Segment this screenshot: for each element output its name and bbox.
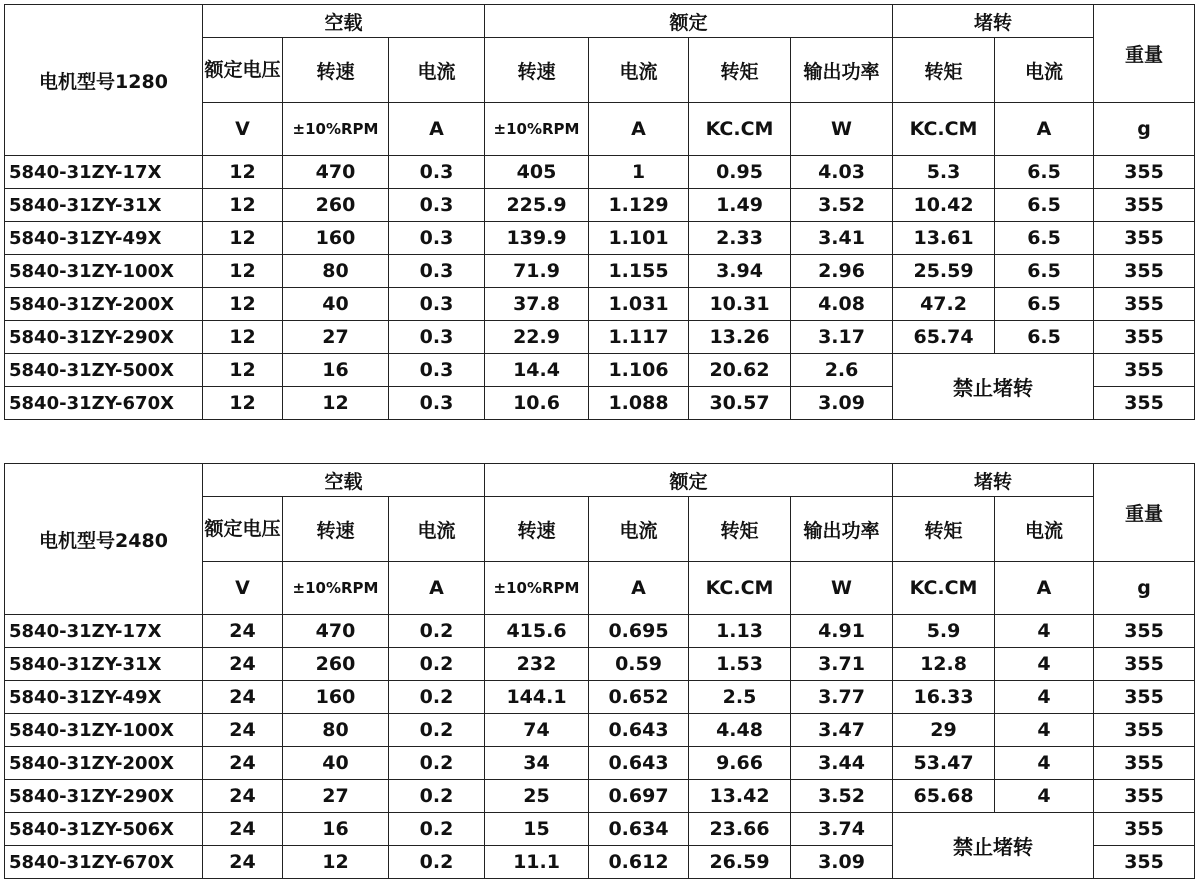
- unit-voltage: V: [203, 103, 283, 156]
- weight-cell: 355: [1094, 615, 1195, 648]
- voltage-cell: 24: [203, 846, 283, 879]
- weight-header: 重量: [1094, 5, 1195, 103]
- model-cell: 5840-31ZY-670X: [5, 846, 203, 879]
- rated-current-cell: 1.129: [589, 189, 689, 222]
- model-cell: 5840-31ZY-49X: [5, 222, 203, 255]
- table-row: [5, 714, 1195, 747]
- motor-spec-table-2480: [4, 463, 1195, 879]
- stall-torque-cell: 16.33: [893, 681, 995, 714]
- unit-current: A: [389, 103, 485, 156]
- stall-torque-header: 转矩: [893, 497, 995, 562]
- unit-rated-current: A: [589, 562, 689, 615]
- output-power-cell: 3.47: [791, 714, 893, 747]
- stall-torque-cell: 47.2: [893, 288, 995, 321]
- rated-torque-cell: 3.94: [689, 255, 791, 288]
- rated-torque-cell: 23.66: [689, 813, 791, 846]
- table-row: [5, 780, 1195, 813]
- stall-torque-cell: 12.8: [893, 648, 995, 681]
- rated-header: 额定: [485, 5, 893, 38]
- output-power-cell: 3.09: [791, 846, 893, 879]
- no-load-speed-cell: 12: [283, 387, 389, 420]
- unit-current: A: [389, 562, 485, 615]
- no-load-speed-cell: 40: [283, 288, 389, 321]
- output-power-cell: 4.08: [791, 288, 893, 321]
- rated-speed-cell: 25: [485, 780, 589, 813]
- rated-speed-cell: 14.4: [485, 354, 589, 387]
- voltage-cell: 24: [203, 714, 283, 747]
- no-load-current-header: 电流: [389, 38, 485, 103]
- rated-torque-cell: 26.59: [689, 846, 791, 879]
- voltage-cell: 12: [203, 255, 283, 288]
- no-load-current-cell: 0.2: [389, 615, 485, 648]
- no-load-speed-cell: 80: [283, 255, 389, 288]
- output-power-cell: 2.96: [791, 255, 893, 288]
- weight-cell: 355: [1094, 156, 1195, 189]
- rated-speed-header: 转速: [485, 38, 589, 103]
- rated-torque-cell: 1.13: [689, 615, 791, 648]
- stall-current-cell: 4: [995, 747, 1094, 780]
- model-cell: 5840-31ZY-506X: [5, 813, 203, 846]
- table-row: [5, 189, 1195, 222]
- no-load-speed-cell: 160: [283, 222, 389, 255]
- rated-speed-cell: 139.9: [485, 222, 589, 255]
- rated-current-header: 电流: [589, 497, 689, 562]
- rated-current-cell: 0.697: [589, 780, 689, 813]
- no-load-current-cell: 0.3: [389, 387, 485, 420]
- unit-power: W: [791, 103, 893, 156]
- model-cell: 5840-31ZY-49X: [5, 681, 203, 714]
- voltage-cell: 12: [203, 354, 283, 387]
- no-load-speed-cell: 470: [283, 156, 389, 189]
- output-power-cell: 3.74: [791, 813, 893, 846]
- rated-speed-cell: 37.8: [485, 288, 589, 321]
- voltage-cell: 24: [203, 615, 283, 648]
- unit-voltage: V: [203, 562, 283, 615]
- output-power-header: 输出功率: [791, 38, 893, 103]
- voltage-cell: 24: [203, 648, 283, 681]
- table-row: [5, 354, 1195, 387]
- output-power-cell: 3.52: [791, 189, 893, 222]
- model-cell: 5840-31ZY-100X: [5, 714, 203, 747]
- stall-current-cell: 6.5: [995, 156, 1094, 189]
- stall-current-cell: 4: [995, 648, 1094, 681]
- no-load-speed-cell: 27: [283, 780, 389, 813]
- table-row: [5, 321, 1195, 354]
- voltage-cell: 24: [203, 780, 283, 813]
- model-cell: 5840-31ZY-670X: [5, 387, 203, 420]
- stall-banned-cell: 禁止堵转: [893, 354, 1094, 420]
- stall-torque-cell: 13.61: [893, 222, 995, 255]
- model-cell: 5840-31ZY-500X: [5, 354, 203, 387]
- rated-current-cell: 1.101: [589, 222, 689, 255]
- stall-torque-cell: 5.3: [893, 156, 995, 189]
- rated-torque-header: 转矩: [689, 38, 791, 103]
- rated-torque-header: 转矩: [689, 497, 791, 562]
- rated-current-cell: 1: [589, 156, 689, 189]
- stall-torque-cell: 29: [893, 714, 995, 747]
- rated-speed-cell: 144.1: [485, 681, 589, 714]
- no-load-speed-cell: 16: [283, 813, 389, 846]
- unit-power: W: [791, 562, 893, 615]
- weight-cell: 355: [1094, 255, 1195, 288]
- stall-header: 堵转: [893, 464, 1094, 497]
- model-cell: 5840-31ZY-200X: [5, 288, 203, 321]
- weight-header: 重量: [1094, 464, 1195, 562]
- rated-torque-cell: 2.33: [689, 222, 791, 255]
- no-load-speed-cell: 40: [283, 747, 389, 780]
- no-load-current-cell: 0.3: [389, 321, 485, 354]
- weight-cell: 355: [1094, 714, 1195, 747]
- rated-current-cell: 0.634: [589, 813, 689, 846]
- no-load-speed-header: 转速: [283, 497, 389, 562]
- output-power-header: 输出功率: [791, 497, 893, 562]
- stall-current-header: 电流: [995, 38, 1094, 103]
- weight-cell: 355: [1094, 846, 1195, 879]
- stall-current-cell: 6.5: [995, 321, 1094, 354]
- rated-speed-cell: 71.9: [485, 255, 589, 288]
- unit-speed: ±10%RPM: [283, 562, 389, 615]
- model-cell: 5840-31ZY-290X: [5, 780, 203, 813]
- voltage-cell: 24: [203, 681, 283, 714]
- stall-current-cell: 4: [995, 615, 1094, 648]
- no-load-current-cell: 0.2: [389, 681, 485, 714]
- weight-cell: 355: [1094, 813, 1195, 846]
- output-power-cell: 3.41: [791, 222, 893, 255]
- no-load-speed-header: 转速: [283, 38, 389, 103]
- rated-speed-cell: 405: [485, 156, 589, 189]
- no-load-header: 空载: [203, 5, 485, 38]
- rated-speed-cell: 22.9: [485, 321, 589, 354]
- weight-cell: 355: [1094, 321, 1195, 354]
- unit-speed: ±10%RPM: [283, 103, 389, 156]
- stall-torque-header: 转矩: [893, 38, 995, 103]
- table-row: [5, 813, 1195, 846]
- voltage-cell: 24: [203, 747, 283, 780]
- unit-rated-current: A: [589, 103, 689, 156]
- table-row: [5, 222, 1195, 255]
- table-row: [5, 255, 1195, 288]
- no-load-current-cell: 0.2: [389, 813, 485, 846]
- output-power-cell: 3.09: [791, 387, 893, 420]
- voltage-cell: 12: [203, 189, 283, 222]
- voltage-cell: 12: [203, 156, 283, 189]
- weight-cell: 355: [1094, 288, 1195, 321]
- rated-current-cell: 0.59: [589, 648, 689, 681]
- no-load-current-header: 电流: [389, 497, 485, 562]
- output-power-cell: 3.17: [791, 321, 893, 354]
- no-load-speed-cell: 12: [283, 846, 389, 879]
- no-load-current-cell: 0.3: [389, 156, 485, 189]
- output-power-cell: 3.71: [791, 648, 893, 681]
- no-load-current-cell: 0.3: [389, 222, 485, 255]
- unit-torque: KC.CM: [689, 103, 791, 156]
- rated-torque-cell: 30.57: [689, 387, 791, 420]
- table-row: [5, 156, 1195, 189]
- stall-current-header: 电流: [995, 497, 1094, 562]
- rated-voltage-header: 额定电压: [203, 497, 283, 562]
- weight-cell: 355: [1094, 222, 1195, 255]
- rated-speed-cell: 15: [485, 813, 589, 846]
- rated-header: 额定: [485, 464, 893, 497]
- no-load-speed-cell: 80: [283, 714, 389, 747]
- stall-current-cell: 6.5: [995, 255, 1094, 288]
- table-row: [5, 747, 1195, 780]
- rated-speed-cell: 232: [485, 648, 589, 681]
- stall-current-cell: 6.5: [995, 189, 1094, 222]
- no-load-speed-cell: 16: [283, 354, 389, 387]
- model-cell: 5840-31ZY-290X: [5, 321, 203, 354]
- unit-rated-speed: ±10%RPM: [485, 562, 589, 615]
- rated-torque-cell: 0.95: [689, 156, 791, 189]
- model-header: 电机型号2480: [5, 464, 203, 615]
- rated-current-cell: 1.106: [589, 354, 689, 387]
- unit-torque: KC.CM: [689, 562, 791, 615]
- table-row: [5, 615, 1195, 648]
- rated-torque-cell: 1.49: [689, 189, 791, 222]
- output-power-cell: 4.03: [791, 156, 893, 189]
- weight-cell: 355: [1094, 681, 1195, 714]
- no-load-current-cell: 0.3: [389, 288, 485, 321]
- no-load-current-cell: 0.3: [389, 354, 485, 387]
- no-load-current-cell: 0.3: [389, 255, 485, 288]
- stall-torque-cell: 65.68: [893, 780, 995, 813]
- weight-cell: 355: [1094, 648, 1195, 681]
- table-row: [5, 288, 1195, 321]
- table-row: [5, 681, 1195, 714]
- unit-weight: g: [1094, 103, 1195, 156]
- no-load-speed-cell: 470: [283, 615, 389, 648]
- weight-cell: 355: [1094, 747, 1195, 780]
- stall-torque-cell: 53.47: [893, 747, 995, 780]
- rated-speed-cell: 11.1: [485, 846, 589, 879]
- unit-weight: g: [1094, 562, 1195, 615]
- rated-speed-header: 转速: [485, 497, 589, 562]
- unit-stall-torque: KC.CM: [893, 103, 995, 156]
- voltage-cell: 12: [203, 321, 283, 354]
- stall-torque-cell: 10.42: [893, 189, 995, 222]
- rated-current-cell: 1.088: [589, 387, 689, 420]
- weight-cell: 355: [1094, 387, 1195, 420]
- rated-current-cell: 0.695: [589, 615, 689, 648]
- rated-current-header: 电流: [589, 38, 689, 103]
- output-power-cell: 3.44: [791, 747, 893, 780]
- model-cell: 5840-31ZY-200X: [5, 747, 203, 780]
- rated-torque-cell: 9.66: [689, 747, 791, 780]
- weight-cell: 355: [1094, 780, 1195, 813]
- rated-current-cell: 1.117: [589, 321, 689, 354]
- rated-current-cell: 0.652: [589, 681, 689, 714]
- rated-torque-cell: 20.62: [689, 354, 791, 387]
- voltage-cell: 12: [203, 387, 283, 420]
- rated-current-cell: 1.155: [589, 255, 689, 288]
- motor-spec-table-1280: [4, 4, 1195, 420]
- stall-current-cell: 4: [995, 714, 1094, 747]
- no-load-speed-cell: 160: [283, 681, 389, 714]
- weight-cell: 355: [1094, 189, 1195, 222]
- rated-current-cell: 1.031: [589, 288, 689, 321]
- rated-speed-cell: 415.6: [485, 615, 589, 648]
- rated-current-cell: 0.643: [589, 747, 689, 780]
- no-load-current-cell: 0.2: [389, 714, 485, 747]
- stall-torque-cell: 65.74: [893, 321, 995, 354]
- no-load-current-cell: 0.2: [389, 780, 485, 813]
- output-power-cell: 2.6: [791, 354, 893, 387]
- stall-banned-cell: 禁止堵转: [893, 813, 1094, 879]
- rated-voltage-header: 额定电压: [203, 38, 283, 103]
- unit-rated-speed: ±10%RPM: [485, 103, 589, 156]
- model-cell: 5840-31ZY-17X: [5, 615, 203, 648]
- unit-stall-current: A: [995, 103, 1094, 156]
- no-load-current-cell: 0.2: [389, 846, 485, 879]
- voltage-cell: 12: [203, 288, 283, 321]
- rated-torque-cell: 4.48: [689, 714, 791, 747]
- rated-torque-cell: 13.42: [689, 780, 791, 813]
- stall-torque-cell: 5.9: [893, 615, 995, 648]
- rated-torque-cell: 1.53: [689, 648, 791, 681]
- no-load-speed-cell: 260: [283, 189, 389, 222]
- unit-stall-torque: KC.CM: [893, 562, 995, 615]
- model-header: 电机型号1280: [5, 5, 203, 156]
- model-cell: 5840-31ZY-31X: [5, 189, 203, 222]
- rated-speed-cell: 225.9: [485, 189, 589, 222]
- no-load-speed-cell: 260: [283, 648, 389, 681]
- stall-current-cell: 4: [995, 780, 1094, 813]
- rated-speed-cell: 34: [485, 747, 589, 780]
- voltage-cell: 24: [203, 813, 283, 846]
- rated-torque-cell: 10.31: [689, 288, 791, 321]
- weight-cell: 355: [1094, 354, 1195, 387]
- rated-torque-cell: 2.5: [689, 681, 791, 714]
- stall-header: 堵转: [893, 5, 1094, 38]
- stall-current-cell: 6.5: [995, 222, 1094, 255]
- output-power-cell: 3.77: [791, 681, 893, 714]
- no-load-speed-cell: 27: [283, 321, 389, 354]
- rated-current-cell: 0.643: [589, 714, 689, 747]
- voltage-cell: 12: [203, 222, 283, 255]
- table-row: [5, 648, 1195, 681]
- no-load-current-cell: 0.2: [389, 648, 485, 681]
- stall-torque-cell: 25.59: [893, 255, 995, 288]
- no-load-header: 空载: [203, 464, 485, 497]
- stall-current-cell: 4: [995, 681, 1094, 714]
- model-cell: 5840-31ZY-17X: [5, 156, 203, 189]
- model-cell: 5840-31ZY-31X: [5, 648, 203, 681]
- output-power-cell: 4.91: [791, 615, 893, 648]
- rated-torque-cell: 13.26: [689, 321, 791, 354]
- no-load-current-cell: 0.3: [389, 189, 485, 222]
- output-power-cell: 3.52: [791, 780, 893, 813]
- rated-speed-cell: 74: [485, 714, 589, 747]
- no-load-current-cell: 0.2: [389, 747, 485, 780]
- model-cell: 5840-31ZY-100X: [5, 255, 203, 288]
- rated-speed-cell: 10.6: [485, 387, 589, 420]
- stall-current-cell: 6.5: [995, 288, 1094, 321]
- rated-current-cell: 0.612: [589, 846, 689, 879]
- unit-stall-current: A: [995, 562, 1094, 615]
